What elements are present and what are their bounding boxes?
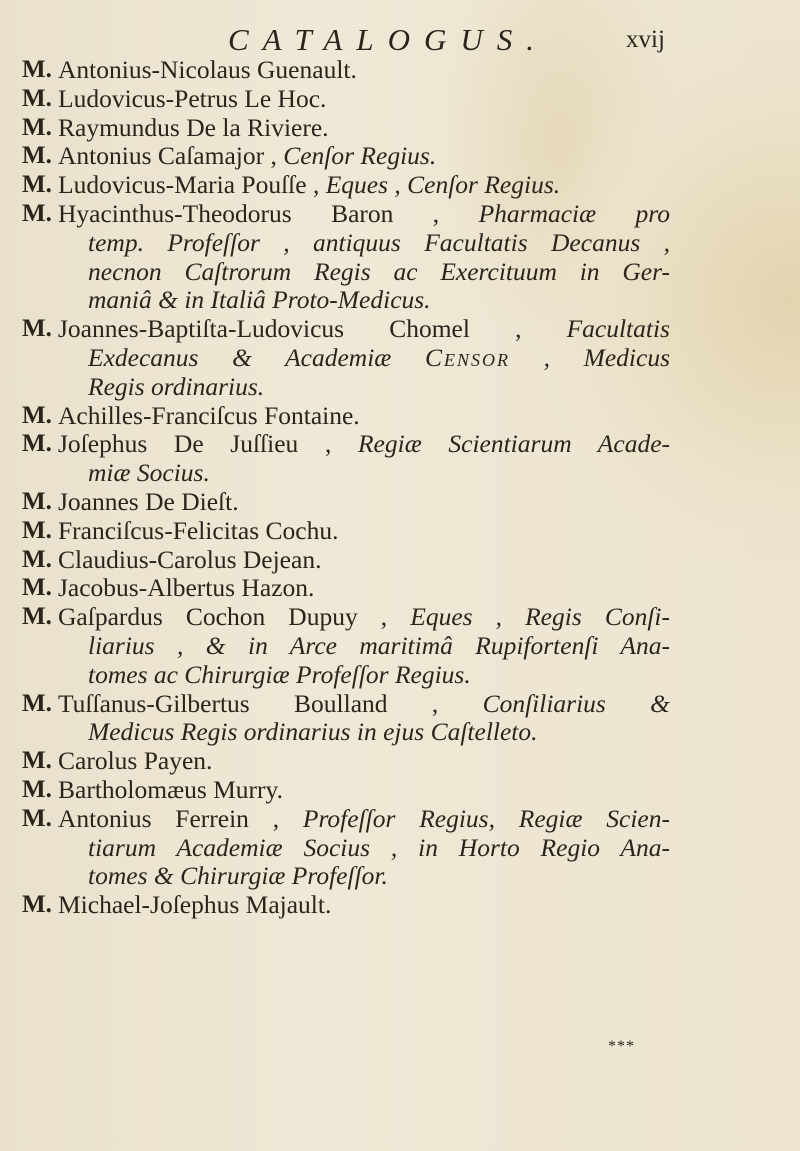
entry-name: Joannes-Baptiſta-Ludovicus Chomel , bbox=[58, 315, 567, 344]
entry-line bbox=[58, 891, 670, 920]
catalogue-list bbox=[22, 56, 670, 920]
entry-name: Bartholomæus Murry. bbox=[58, 774, 284, 804]
entry-line bbox=[88, 718, 670, 747]
catalogue-entry bbox=[22, 546, 670, 575]
catalogue-entry bbox=[22, 430, 670, 488]
entry-title: Eques , Cenſor Regius. bbox=[325, 170, 561, 200]
entry-prefix: M. bbox=[22, 113, 52, 141]
entry-prefix: M. bbox=[22, 171, 52, 199]
catalogue-entry bbox=[22, 171, 670, 200]
entry-name: Franciſcus-Felicitas Cochu. bbox=[58, 515, 339, 545]
catalogue-entry bbox=[22, 402, 670, 431]
entry-line bbox=[88, 373, 670, 402]
entry-name: Claudius-Carolus Dejean. bbox=[58, 544, 322, 574]
catalogue-entry bbox=[22, 85, 670, 114]
entry-prefix: M. bbox=[22, 142, 52, 170]
entry-title: temp. Profeſſor , antiquus Facultatis Decanus , bbox=[88, 228, 670, 257]
entry-name: Ludovicus-Petrus Le Hoc. bbox=[58, 83, 327, 113]
entry-prefix: M. bbox=[22, 747, 52, 775]
entry-line bbox=[58, 546, 670, 575]
entry-prefix: M. bbox=[22, 603, 52, 631]
entry-line bbox=[58, 142, 670, 171]
entry-line bbox=[58, 171, 670, 200]
entry-line bbox=[58, 488, 670, 517]
entry-line bbox=[58, 114, 670, 143]
catalogue-entry bbox=[22, 891, 670, 920]
catalogue-entry bbox=[22, 488, 670, 517]
catalogue-entry bbox=[22, 747, 670, 776]
catalogue-entry bbox=[22, 603, 670, 689]
entry-name: Hyacinthus-Theodorus Baron , bbox=[58, 199, 479, 228]
catalogue-entry bbox=[22, 56, 670, 85]
entry-line bbox=[58, 747, 670, 776]
entry-line bbox=[58, 315, 670, 344]
entry-name: Tuſſanus-Gilbertus Boulland , bbox=[58, 689, 483, 718]
entry-prefix: M. bbox=[22, 430, 52, 458]
entry-line bbox=[58, 603, 670, 632]
entry-prefix: M. bbox=[22, 775, 52, 803]
entry-name: Joannes De Dieſt. bbox=[58, 486, 239, 516]
entry-line bbox=[58, 430, 670, 459]
catalogue-entry bbox=[22, 142, 670, 171]
entry-title: Censor bbox=[424, 343, 510, 372]
entry-prefix: M. bbox=[22, 804, 52, 832]
catalogue-entry bbox=[22, 574, 670, 603]
entry-title: Medicus Regis ordinarius in ejus Caſtelleto. bbox=[88, 717, 538, 747]
entry-line bbox=[58, 690, 670, 719]
catalogue-entry bbox=[22, 200, 670, 315]
entry-name: Joſephus De Juſſieu , bbox=[58, 430, 358, 459]
entry-prefix: M. bbox=[22, 56, 52, 83]
entry-prefix: M. bbox=[22, 401, 52, 429]
entry-prefix: M. bbox=[22, 891, 52, 919]
entry-line bbox=[88, 229, 670, 258]
entry-prefix: M. bbox=[22, 315, 52, 343]
entry-title: maniâ & in Italiâ Proto-Medicus. bbox=[88, 285, 431, 315]
entry-line bbox=[88, 258, 670, 287]
entry-line bbox=[88, 632, 670, 661]
entry-title: liarius , & in Arce maritimâ Rupifortenſi Ana- bbox=[88, 631, 670, 660]
entry-title: Facultatis bbox=[566, 315, 670, 344]
entry-title: Exdecanus & Academiæ bbox=[88, 343, 425, 372]
entry-line bbox=[58, 776, 670, 805]
entry-prefix: M. bbox=[22, 574, 52, 602]
entry-line bbox=[88, 459, 670, 488]
entry-name: Gaſpardus Cochon Dupuy , bbox=[58, 603, 411, 632]
running-title: CATALOGUS. bbox=[228, 22, 548, 57]
entry-title: Conſiliarius & bbox=[482, 689, 670, 718]
entry-prefix: M. bbox=[22, 516, 52, 544]
entry-line bbox=[88, 286, 670, 315]
entry-prefix: M. bbox=[22, 84, 52, 112]
entry-title: necnon Caſtrorum Regis ac Exercituum in Ger- bbox=[88, 257, 670, 286]
entry-name: Jacobus-Albertus Hazon. bbox=[58, 573, 315, 603]
catalogue-entry bbox=[22, 776, 670, 805]
entry-title: Cenſor Regius. bbox=[283, 141, 437, 171]
entry-name: Raymundus De la Riviere. bbox=[58, 112, 329, 142]
entry-title: tomes ac Chirurgiæ Profeſſor Regius. bbox=[88, 659, 471, 689]
catalogue-entry bbox=[22, 315, 670, 401]
entry-line bbox=[58, 200, 670, 229]
catalogue-entry bbox=[22, 805, 670, 891]
entry-prefix: M. bbox=[22, 689, 52, 717]
entry-title: Pharmaciæ pro bbox=[478, 199, 670, 228]
entry-title: miæ Socius. bbox=[88, 458, 210, 488]
entry-line bbox=[88, 661, 670, 690]
entry-name: Carolus Payen. bbox=[58, 746, 213, 776]
entry-prefix: M. bbox=[22, 199, 52, 227]
entry-title: Profeſſor Regius, Regiæ Scien- bbox=[302, 804, 670, 833]
catalogue-entry bbox=[22, 114, 670, 143]
entry-name: Antonius Caſamajor , bbox=[58, 141, 284, 171]
entry-line bbox=[58, 517, 670, 546]
entry-line bbox=[58, 85, 670, 114]
entry-name: Antonius-Nicolaus Guenault. bbox=[58, 55, 357, 84]
entry-line bbox=[58, 805, 670, 834]
running-header bbox=[0, 22, 800, 58]
entry-title: , Medicus bbox=[543, 343, 670, 372]
entry-title: tiarum Academiæ Socius , in Horto Regio Ana- bbox=[88, 833, 670, 862]
entry-line bbox=[58, 402, 670, 431]
page-number: xvij bbox=[626, 26, 665, 53]
entry-title: Regiæ Scientiarum Acade- bbox=[357, 430, 670, 459]
catalogue-entry bbox=[22, 690, 670, 748]
entry-line bbox=[88, 344, 670, 373]
catchword: *** bbox=[608, 1038, 635, 1055]
entry-name: Antonius Ferrein , bbox=[58, 804, 303, 833]
entry-title: tomes & Chirurgiæ Profeſſor. bbox=[88, 861, 388, 891]
catalogue-entry bbox=[22, 517, 670, 546]
entry-prefix: M. bbox=[22, 487, 52, 515]
entry-title: Regis ordinarius. bbox=[88, 371, 265, 401]
entry-prefix: M. bbox=[22, 545, 52, 573]
entry-name: Ludovicus-Maria Pouſſe , bbox=[58, 170, 326, 200]
entry-name: Michael-Joſephus Majault. bbox=[58, 890, 332, 920]
entry-title: Eques , Regis Conſi- bbox=[410, 603, 670, 632]
entry-name: Achilles-Franciſcus Fontaine. bbox=[58, 400, 360, 430]
entry-line bbox=[58, 56, 670, 85]
entry-line bbox=[58, 574, 670, 603]
entry-line bbox=[88, 834, 670, 863]
entry-line bbox=[88, 862, 670, 891]
